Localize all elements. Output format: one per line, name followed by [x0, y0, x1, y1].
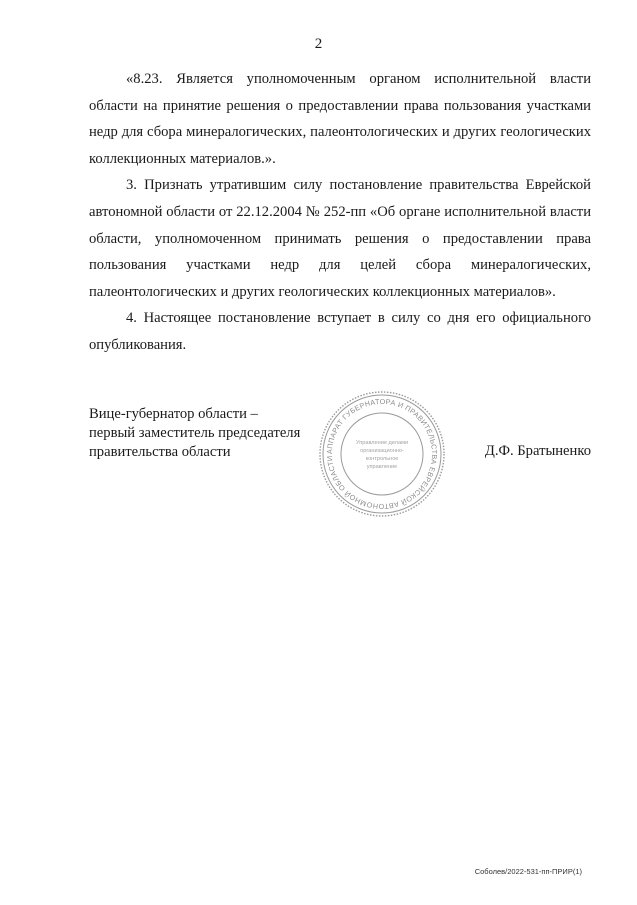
svg-text:контрольное: контрольное: [365, 456, 399, 462]
document-body: [89, 66, 591, 359]
document-code: Соболев/2022-531-пп-ПРИР(1): [474, 867, 582, 876]
signer-name: Д.Ф. Братыненко: [484, 443, 591, 459]
position-line-1: Вице-губернатор области –: [89, 406, 258, 422]
signature-position: [89, 405, 300, 462]
svg-text:Управление делами: Управление делами: [355, 440, 409, 446]
svg-text:управление: управление: [366, 464, 398, 470]
svg-text:организационно-: организационно-: [360, 448, 404, 454]
paragraph-8-23: «8.23. Является уполномоченным органом исполнительной власти области на принятие решения о предоставлении права пользования участками недр для сбора минералогических, палеонтологических и других геологических коллекционных материалов.».: [89, 71, 591, 167]
svg-text:АППАРАТ ГУБЕРНАТОРА И ПРАВИТЕЛ: АППАРАТ ГУБЕРНАТОРА И ПРАВИТЕЛЬСТВА ЕВРЕЙСКОЙ АВТОНОМНОЙ ОБЛАСТИ: [324, 396, 440, 512]
paragraph-4: 4. Настоящее постановление вступает в силу со дня его официального опубликования.: [89, 310, 591, 353]
page-number: 2: [314, 36, 323, 52]
position-line-2: первый заместитель председателя: [89, 425, 301, 441]
seal-icon: [318, 390, 446, 518]
official-seal: [318, 390, 446, 518]
position-line-3: правительства области: [89, 444, 231, 460]
paragraph-3: 3. Признать утратившим силу постановление правительства Еврейской автономной области от 22.12.2004 № 252-пп «Об органе исполнительной власти области, уполномоченном принимать решения о предоставлении права пользования участками недр для целей сбора минералогических, палеонтологических и других геологических коллекционных материалов».: [89, 177, 591, 300]
